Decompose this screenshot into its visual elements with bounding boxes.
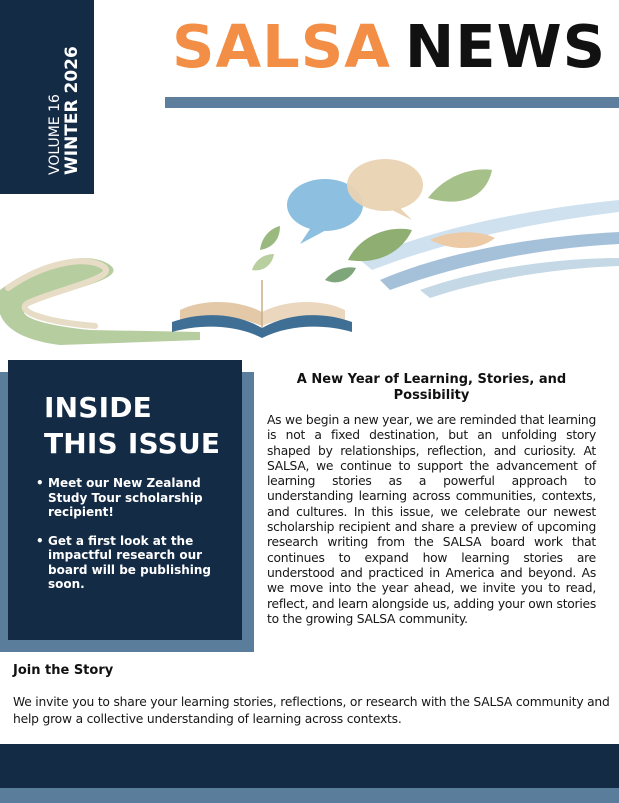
masthead-rule	[165, 97, 619, 108]
issue-season: WINTER 2026	[62, 46, 82, 175]
open-book-icon	[172, 280, 352, 338]
list-item: • Get a first look at the impactful research our board will be publishing soon.	[48, 534, 218, 592]
heading-line-1: INSIDE	[44, 391, 153, 424]
hero-illustration	[0, 140, 619, 350]
feature-article	[267, 372, 596, 627]
issue-highlights-list	[36, 476, 224, 592]
masthead-news: NEWS	[404, 12, 607, 81]
heading-line-2: THIS ISSUE	[44, 427, 221, 460]
list-item: • Meet our New Zealand Study Tour scholarship recipient!	[48, 476, 218, 520]
inside-this-issue-panel	[8, 360, 242, 640]
footer-strip	[0, 788, 619, 803]
article-title: A New Year of Learning, Stories, and Possibility	[296, 372, 567, 403]
join-body: We invite you to share your learning stories, reflections, or research with the SALSA community and help grow a collective understanding of learning across contexts.	[13, 695, 610, 726]
masthead-title	[172, 14, 612, 80]
masthead-salsa: SALSA	[172, 12, 391, 81]
volume-number: VOLUME 16	[47, 94, 63, 175]
article-body: As we begin a new year, we are reminded that learning is not a fixed destination, but an unfolding story shaped by relationships, reflection, and curiosity. At SALSA, we continue to support the advancement of learning stories as a powerful approach to understanding learning across communities, contexts, and cultures. In this issue, we celebrate our newest scholarship recipient and share a preview of upcoming research writing from the SALSA board work that continues to expand how learning stories are understood and practiced in America and beyond. As we move into the year ahead, we invite you to read, reflect, and learn alongside us, adding your own stories to the growing SALSA community.	[267, 413, 596, 626]
footer-band	[0, 744, 619, 788]
inside-this-issue-heading	[44, 390, 224, 462]
join-heading: Join the Story	[13, 663, 114, 678]
